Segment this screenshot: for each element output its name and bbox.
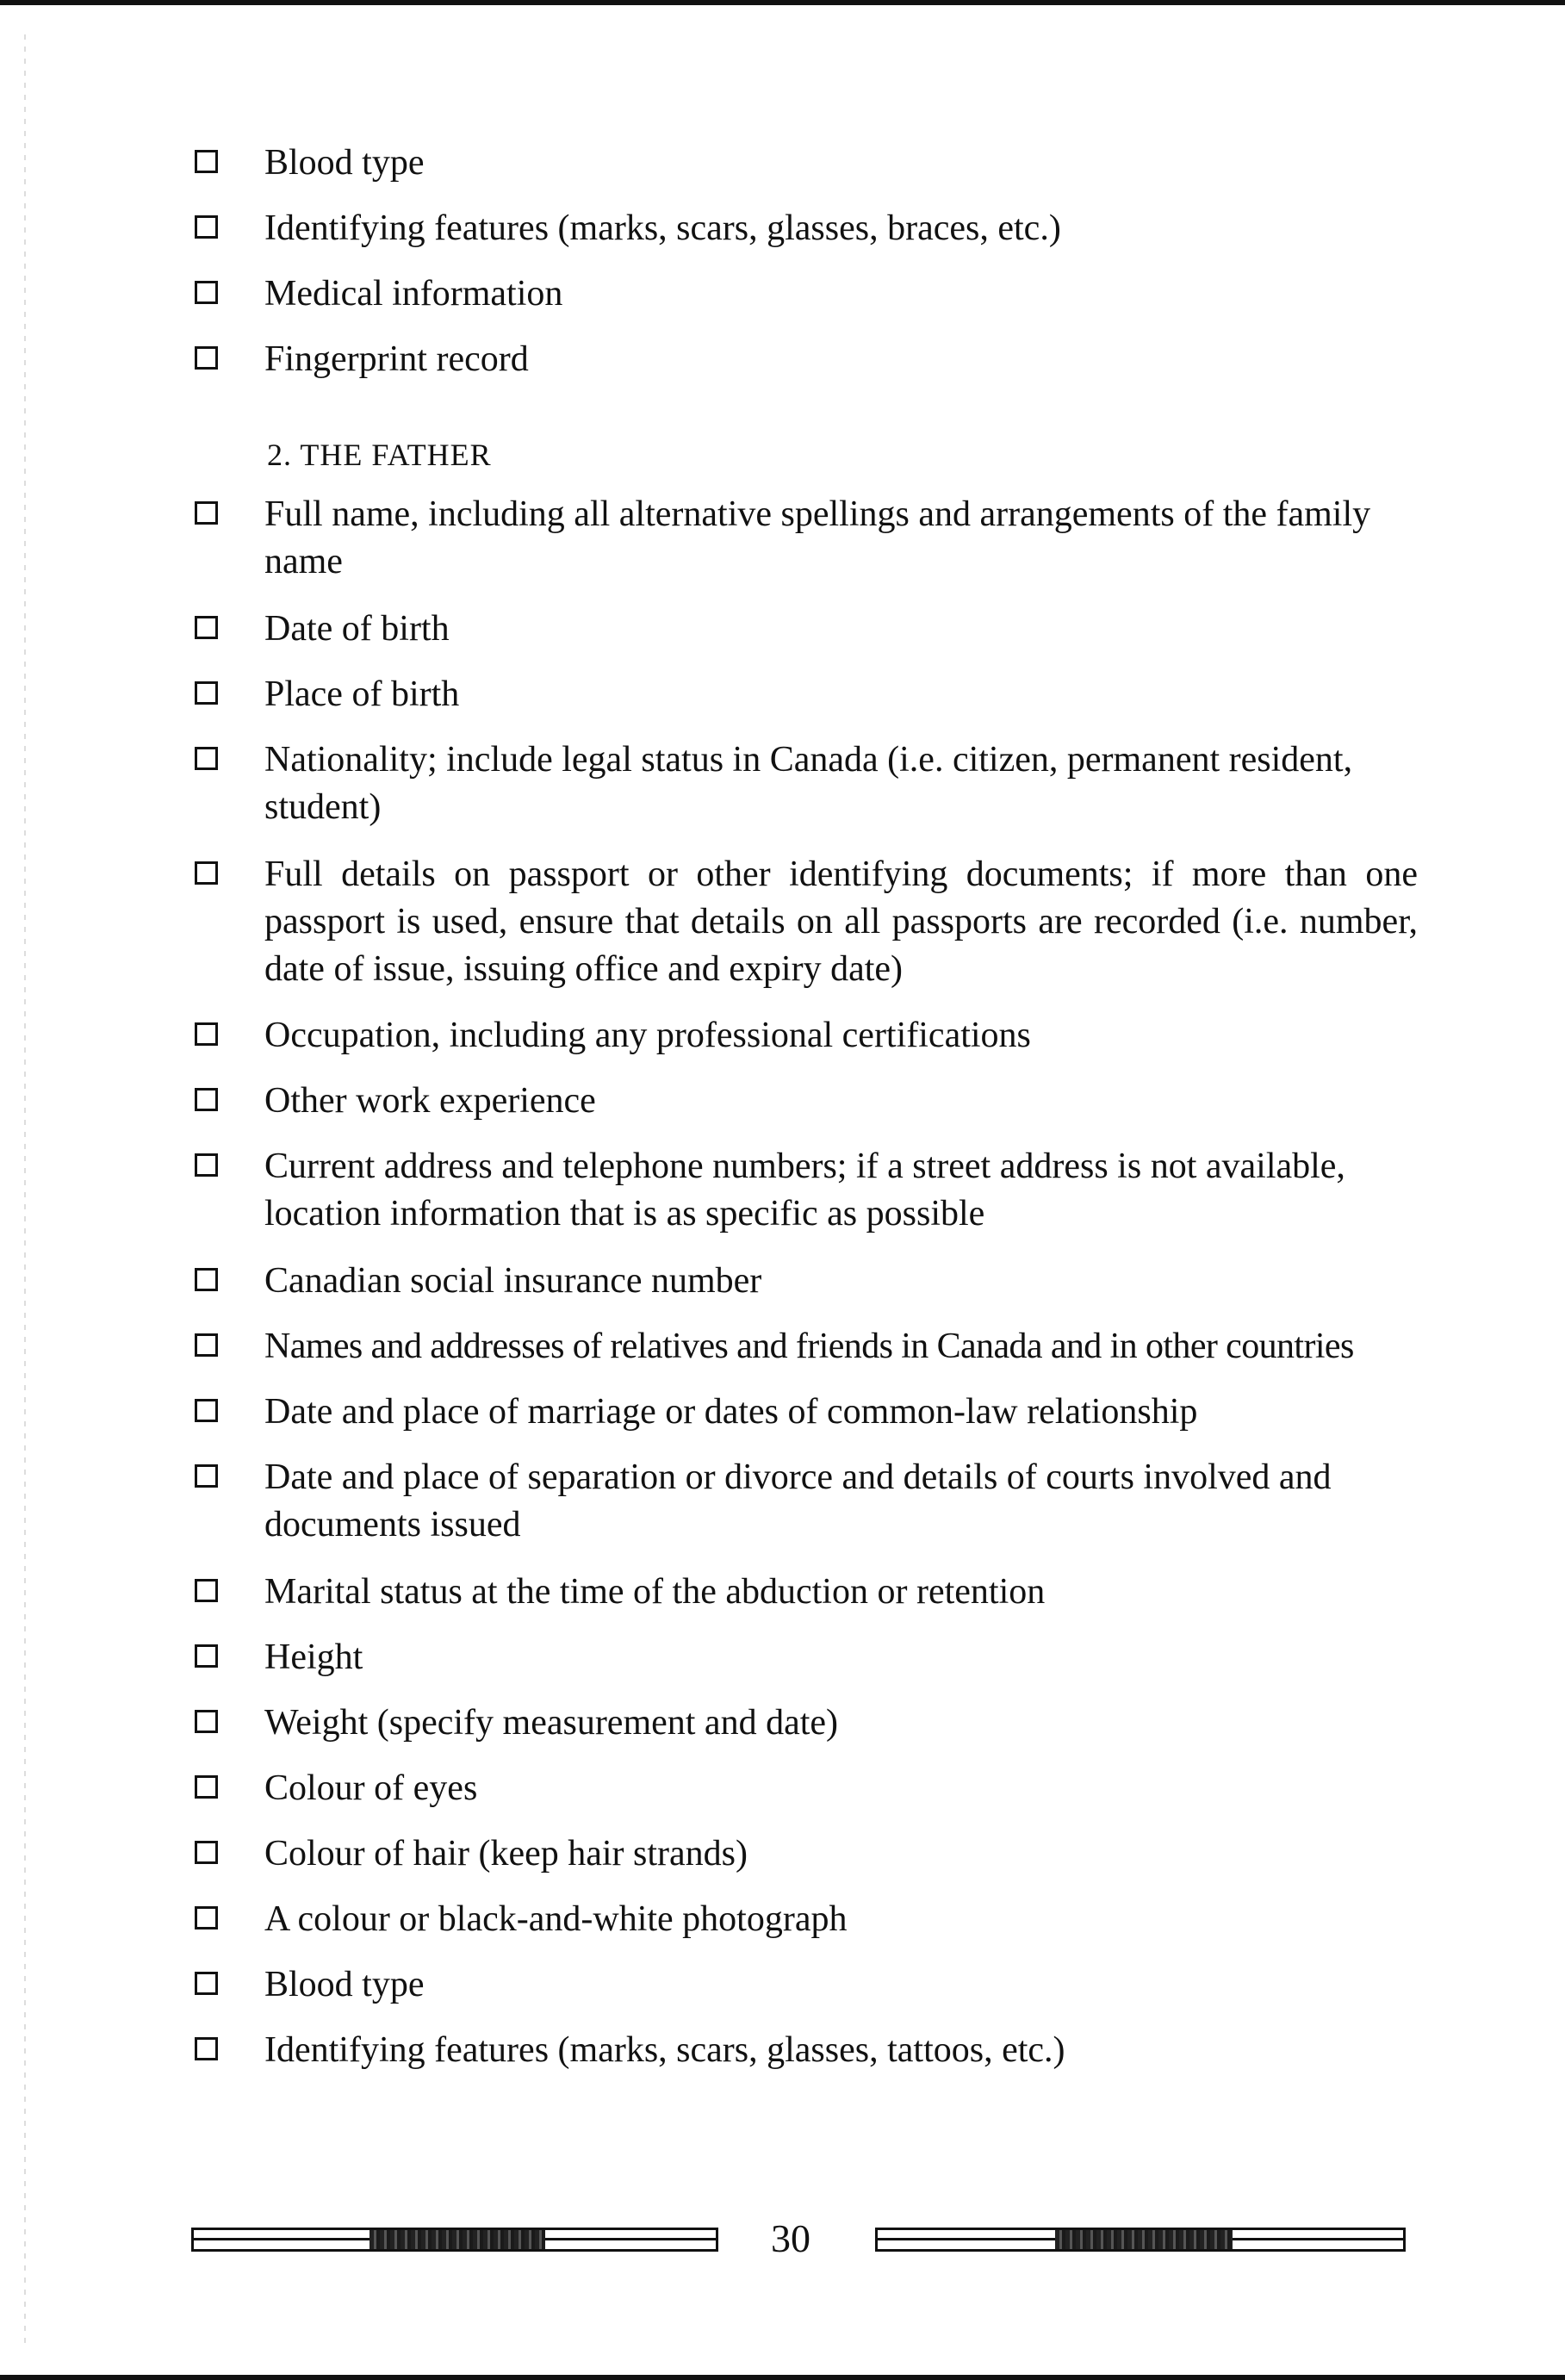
checklist-item bbox=[195, 606, 1418, 653]
checklist-item-label: Date and place of separation or divorce and details of courts involved and documents issued bbox=[264, 1457, 1332, 1544]
checklist-item-label: Colour of eyes bbox=[264, 1768, 478, 1808]
checkbox[interactable] bbox=[195, 215, 218, 239]
section-heading: 2. THE FATHER bbox=[267, 438, 492, 472]
checklist-item-label: Occupation, including any professional certifications bbox=[264, 1016, 1031, 1055]
checklist-item-label: Identifying features (marks, scars, glasses, braces, etc.) bbox=[264, 208, 1061, 248]
checkbox[interactable] bbox=[195, 1972, 218, 1995]
checkbox[interactable] bbox=[195, 1464, 218, 1488]
checklist-item-label: Current address and telephone numbers; if a street address is not available, location information that is as specific as possible bbox=[264, 1147, 1345, 1233]
checkbox[interactable] bbox=[195, 1399, 218, 1422]
checklist-item bbox=[195, 1896, 1418, 1943]
checklist-item bbox=[195, 336, 1418, 383]
checklist-item bbox=[195, 205, 1418, 252]
checkbox[interactable] bbox=[195, 1579, 218, 1602]
checkbox[interactable] bbox=[195, 1775, 218, 1799]
checklist-item bbox=[195, 1830, 1418, 1878]
checkbox[interactable] bbox=[195, 1333, 218, 1357]
checklist-item bbox=[195, 1078, 1418, 1125]
checklist-item-label: Blood type bbox=[264, 1965, 425, 2004]
checklist-item bbox=[195, 1143, 1418, 1238]
checklist-item-label: Height bbox=[264, 1637, 363, 1677]
checklist-item bbox=[195, 491, 1418, 586]
checklist-item-label: Canadian social insurance number bbox=[264, 1261, 762, 1301]
checklist-item-label: Blood type bbox=[264, 143, 425, 183]
checklist-item bbox=[195, 1765, 1418, 1812]
page-number: 30 bbox=[771, 2216, 810, 2260]
checklist-item-label: Names and addresses of relatives and friends in Canada and in other countries bbox=[264, 1327, 1354, 1366]
checklist-item-label: Full details on passport or other identifying documents; if more than one passport is used, ensure that details on all passports are recorded (i.e. number, date of issue, issuing office and expiry date) bbox=[264, 854, 1418, 989]
checkbox[interactable] bbox=[195, 1906, 218, 1929]
checkbox[interactable] bbox=[195, 1644, 218, 1668]
checklist-item bbox=[195, 851, 1418, 993]
checklist-item-label: Colour of hair (keep hair strands) bbox=[264, 1834, 748, 1874]
checklist-item-label: Nationality; include legal status in Canada (i.e. citizen, permanent resident, student) bbox=[264, 740, 1353, 827]
footer-rule-right bbox=[875, 2228, 1406, 2252]
checkbox[interactable] bbox=[195, 681, 218, 705]
checklist-item-label: Medical information bbox=[264, 274, 563, 314]
checklist-item bbox=[195, 671, 1418, 718]
checklist-item bbox=[195, 1258, 1418, 1305]
checklist-item bbox=[195, 736, 1418, 831]
checkbox[interactable] bbox=[195, 281, 218, 304]
checklist-item-label: Fingerprint record bbox=[264, 339, 529, 379]
checkbox[interactable] bbox=[195, 1022, 218, 1046]
checkbox[interactable] bbox=[195, 150, 218, 173]
checklist-item bbox=[195, 1569, 1418, 1616]
checklist-item bbox=[195, 1389, 1418, 1436]
checkbox[interactable] bbox=[195, 1841, 218, 1864]
checklist-item-label: Date and place of marriage or dates of common-law relationship bbox=[264, 1392, 1198, 1432]
footer-rule-dark-segment bbox=[370, 2230, 545, 2249]
checklist-item bbox=[195, 1961, 1418, 2009]
checklist-item-label: Identifying features (marks, scars, glasses, tattoos, etc.) bbox=[264, 2030, 1065, 2070]
checkbox[interactable] bbox=[195, 1710, 218, 1733]
checkbox[interactable] bbox=[195, 346, 218, 370]
checklist-item-label: Other work experience bbox=[264, 1081, 596, 1121]
checkbox[interactable] bbox=[195, 861, 218, 885]
checklist-item bbox=[195, 270, 1418, 318]
checkbox[interactable] bbox=[195, 1088, 218, 1111]
checklist-item-label: A colour or black-and-white photograph bbox=[264, 1899, 848, 1939]
checklist-item bbox=[195, 1323, 1418, 1370]
checklist-item-label: Place of birth bbox=[264, 674, 460, 714]
checkbox[interactable] bbox=[195, 747, 218, 770]
checklist-item bbox=[195, 140, 1418, 187]
checklist-item bbox=[195, 1700, 1418, 1747]
footer-rule-dark-segment bbox=[1055, 2230, 1233, 2249]
checklist-item bbox=[195, 1012, 1418, 1060]
checklist-item-label: Full name, including all alternative spellings and arrangements of the family name bbox=[264, 494, 1371, 581]
checklist-item bbox=[195, 1454, 1418, 1549]
checkbox[interactable] bbox=[195, 2037, 218, 2060]
checklist-item-label: Marital status at the time of the abduction or retention bbox=[264, 1572, 1046, 1612]
checklist-item-label: Weight (specify measurement and date) bbox=[264, 1703, 839, 1743]
scan-edge-bottom bbox=[0, 2375, 1565, 2380]
checkbox[interactable] bbox=[195, 1268, 218, 1291]
checklist-item bbox=[195, 2027, 1418, 2074]
checkbox[interactable] bbox=[195, 1153, 218, 1177]
checkbox[interactable] bbox=[195, 501, 218, 525]
checklist-item bbox=[195, 1634, 1418, 1681]
footer-rule-left bbox=[191, 2228, 718, 2252]
checklist-item-label: Date of birth bbox=[264, 609, 450, 649]
checkbox[interactable] bbox=[195, 616, 218, 639]
